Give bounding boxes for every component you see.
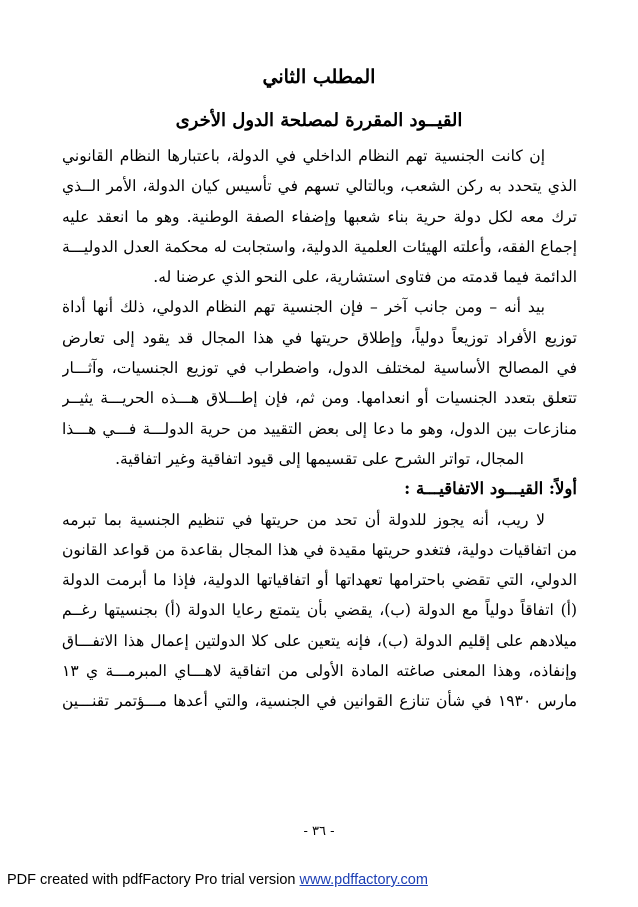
text-line: (أ) اتفاقاً دولياً مع الدولة (ب)، يقضي بأن يتمتع رعايا الدولة (أ) بجنسيتها رغــم: [62, 601, 577, 620]
section-title: المطلب الثاني: [262, 66, 376, 88]
subsection-heading: أولاً: القيـــود الاتفاقيـــة :: [404, 479, 577, 499]
text-line: منازعات بين الدول، وهو ما دعا إلى بعض التقييد من حرية الدولـــة فـــي هـــذا: [62, 419, 577, 438]
text-line: من اتفاقيات دولية، فتغدو حريتها مقيدة في هذا المجال بقاعدة من قواعد القانون: [62, 540, 577, 559]
text-line: ترك معه لكل دولة حرية بناء شعبها وإضفاء الصفة الوطنية. وهو ما انعقد عليه: [62, 207, 577, 226]
text-line: توزيع الأفراد توزيعاً دولياً، وإطلاق حريتها في هذا المجال قد يقود إلى تعارض: [62, 328, 577, 347]
pdf-footer: [7, 872, 428, 888]
text-line: لا ريب، أنه يجوز للدولة أن تحد من حريتها في تنظيم الجنسية بما تبرمه: [62, 510, 545, 529]
text-line: الدائمة فيما قدمته من فتاوى استشارية، على النحو الذي عرضنا له.: [153, 268, 577, 287]
text-line: مارس ١٩٣٠ في شأن تنازع القوانين في الجنسية، والتي أعدها مـــؤتمر تقنـــين: [62, 692, 577, 711]
text-line: تتعلق بتعدد الجنسيات أو انعدامها. ومن ثم، فإن إطـــلاق هـــذه الحريـــة يثيــر: [62, 389, 577, 408]
text-line: الذي يتحدد به ركن الشعب، وبالتالي تسهم في تأسيس كيان الدولة، الأمر الــذي: [62, 177, 577, 196]
footer-link[interactable]: www.pdffactory.com: [299, 872, 428, 888]
text-line: إجماع الفقه، وأعلته الهيئات العلمية الدولية، واستجابت له محكمة العدل الدوليـــة: [62, 237, 577, 256]
page-number: - ٣٦ -: [303, 824, 335, 839]
text-line: إن كانت الجنسية تهم النظام الداخلي في الدولة، باعتبارها النظام القانوني: [62, 147, 545, 165]
text-line: المجال، تواتر الشرح على تقسيمها إلى قيود اتفاقية وغير اتفاقية.: [115, 449, 524, 468]
text-line: ميلادهم على إقليم الدولة (ب)، فإنه يتعين على كلا الدولتين إعمال هذا الاتفـــاق: [62, 631, 577, 650]
section-subtitle: القيــود المقررة لمصلحة الدول الأخرى: [175, 110, 463, 131]
text-line: بيد أنه – ومن جانب آخر – فإن الجنسية تهم النظام الدولي، ذلك أنها أداة: [62, 298, 545, 317]
text-line: الدولي، التي تقضي باحترامها تعهداتها أو اتفاقياتها الدولية، فإذا ما أبرمت الدولة: [62, 571, 577, 590]
footer-text: PDF created with pdfFactory Pro trial version: [7, 872, 300, 888]
body-text: [62, 141, 577, 717]
text-line: وإنفاذه، وهذا المعنى صاغته المادة الأولى من اتفاقية لاهـــاي المبرمـــة ي ١٣: [62, 662, 577, 681]
text-line: في المصالح الأساسية لمختلف الدول، واضطراب في توزيع الجنسيات، وآثـــار: [62, 359, 577, 378]
